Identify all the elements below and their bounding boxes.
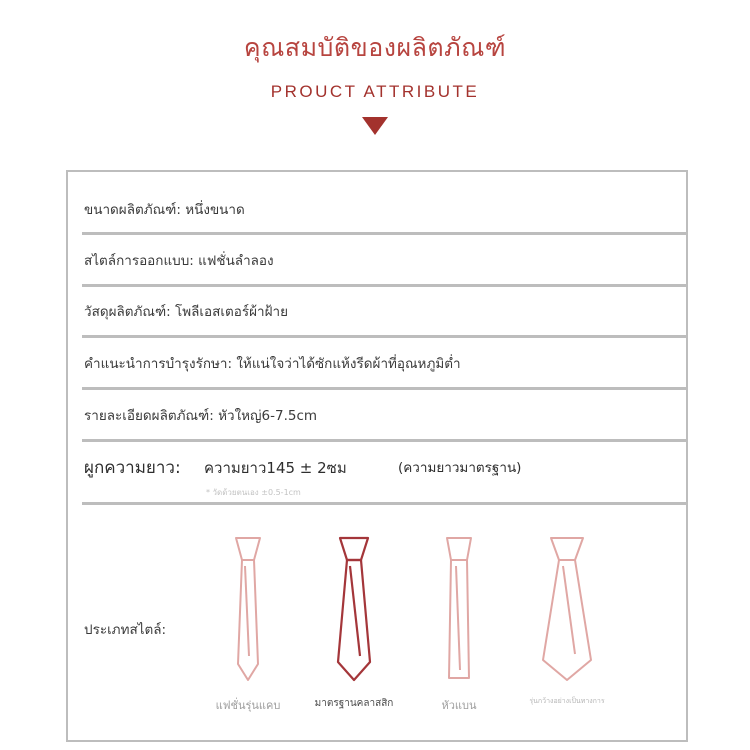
attribute-panel xyxy=(66,170,688,742)
attribute-style-text: สไตล์การออกแบบ: แฟชั่นลำลอง xyxy=(84,253,274,269)
length-row xyxy=(82,444,686,505)
length-note: * วัดด้วยตนเอง ±0.5-1cm xyxy=(206,488,301,497)
attribute-care-text: คำแนะนำการบำรุงรักษา: ให้แน่ใจว่าได้ซักแห้งรีดผ้าที่อุณหภูมิต่ำ xyxy=(84,356,461,372)
length-value: ความยาว145 ± 2ซม xyxy=(204,459,347,477)
attribute-row-style xyxy=(82,236,686,287)
attribute-row-details xyxy=(82,391,686,442)
tie-caption-wide: รุ่นกว้างอย่างเป็นทางการ xyxy=(529,697,605,705)
page-title-en: PROUCT ATTRIBUTE xyxy=(270,82,480,101)
attribute-size-text: ขนาดผลิตภัณฑ์: หนึ่งขนาด xyxy=(84,202,245,218)
attribute-details-text: รายละเอียดผลิตภัณฑ์: หัวใหญ่6-7.5cm xyxy=(84,408,318,424)
attribute-row-material xyxy=(82,287,686,338)
tie-slim-icon xyxy=(218,536,278,686)
tie-caption-slim: แฟชั่นรุ่นแคบ xyxy=(215,699,281,712)
tie-wide-icon xyxy=(537,536,597,686)
length-label: ผูกความยาว: xyxy=(84,458,181,478)
attribute-row-size xyxy=(82,186,686,235)
tie-caption-flat: หัวแบน xyxy=(441,699,477,712)
page-title-th: คุณสมบัติของผลิตภัณฑ์ xyxy=(243,33,507,62)
tie-classic-icon xyxy=(324,536,384,686)
attribute-row-care xyxy=(82,339,686,390)
tie-caption-classic: มาตรฐานคลาสสิก xyxy=(314,698,394,709)
tie-flat-icon xyxy=(429,536,489,686)
attribute-material-text: วัสดุผลิตภัณฑ์: โพลีเอสเตอร์ผ้าฝ้าย xyxy=(84,304,289,320)
style-label: ประเภทสไตล์: xyxy=(84,622,167,638)
down-arrow-icon xyxy=(362,117,388,135)
length-standard: (ความยาวมาตรฐาน) xyxy=(398,460,522,476)
